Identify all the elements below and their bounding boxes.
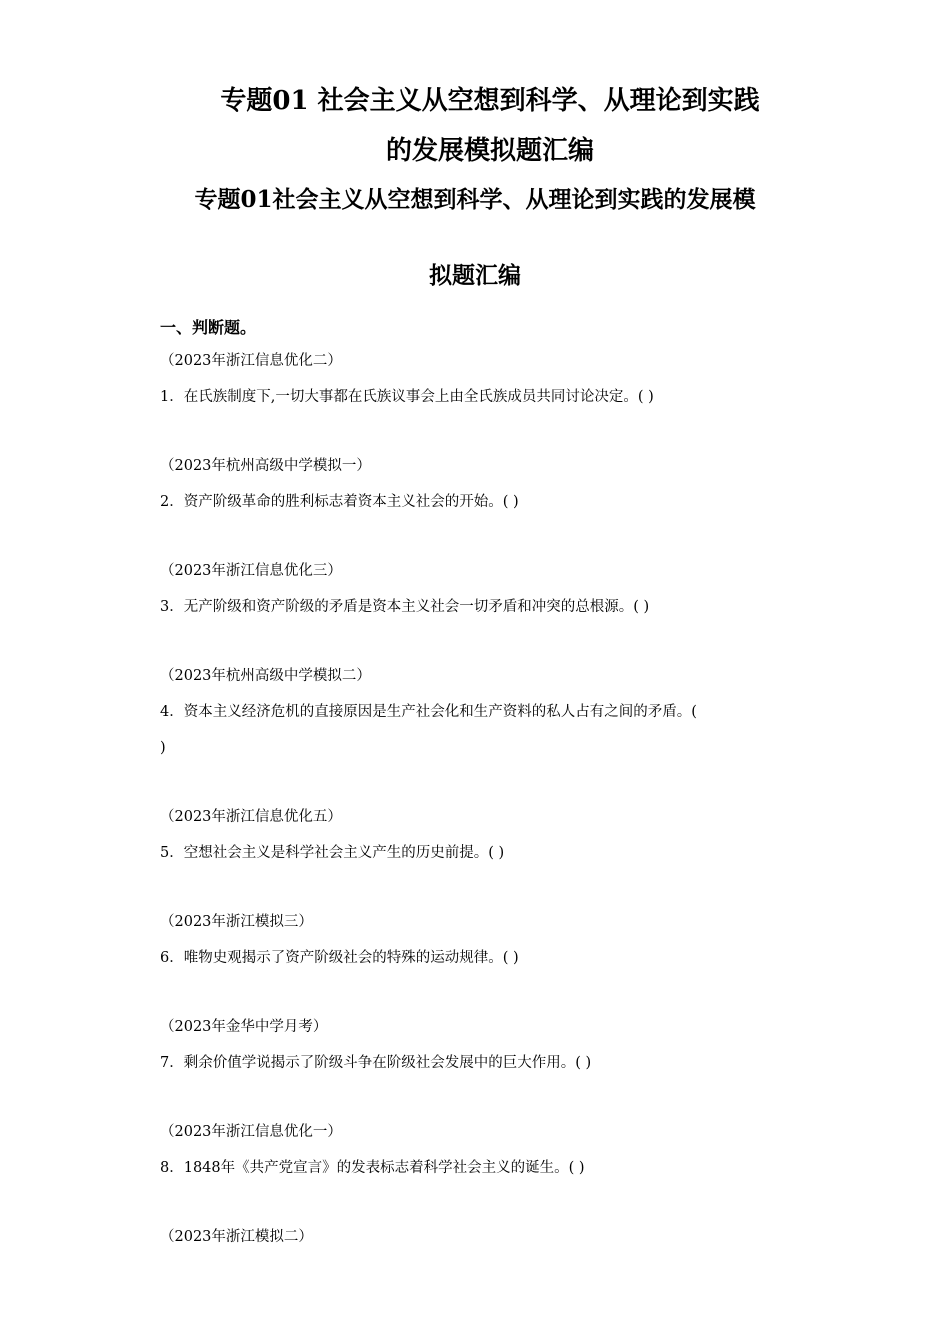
document-subtitle-line-2: 拟题汇编	[429, 262, 521, 289]
question-source: （2023年浙江模拟三）	[160, 914, 313, 930]
question-text: 2．资产阶级革命的胜利标志着资本主义社会的开始。( )	[160, 494, 519, 510]
section-heading: 一、判断题。	[160, 318, 257, 337]
document-title-line-2: 的发展模拟题汇编	[385, 136, 594, 166]
question-text-continuation: )	[160, 740, 166, 756]
question-text: 8．1848年《共产党宣言》的发表标志着科学社会主义的诞生。( )	[160, 1160, 585, 1176]
question-source: （2023年杭州高级中学模拟二）	[160, 668, 371, 684]
question-source: （2023年浙江信息优化二）	[160, 353, 342, 369]
question-source: （2023年浙江信息优化五）	[160, 809, 342, 825]
question-text: 4．资本主义经济危机的直接原因是生产社会化和生产资料的私人占有之间的矛盾。(	[160, 704, 697, 720]
question-text: 3．无产阶级和资产阶级的矛盾是资本主义社会一切矛盾和冲突的总根源。( )	[160, 599, 650, 615]
question-source: （2023年杭州高级中学模拟一）	[160, 458, 371, 474]
document-subtitle-line-1: 专题01社会主义从空想到科学、从理论到实践的发展模	[194, 186, 756, 213]
question-text: 7．剩余价值学说揭示了阶级斗争在阶级社会发展中的巨大作用。( )	[160, 1055, 592, 1071]
question-source: （2023年金华中学月考）	[160, 1019, 328, 1035]
question-source: （2023年浙江信息优化一）	[160, 1124, 342, 1140]
question-text: 1．在氏族制度下,一切大事都在氏族议事会上由全氏族成员共同讨论决定。( )	[160, 389, 654, 405]
question-text: 6．唯物史观揭示了资产阶级社会的特殊的运动规律。( )	[160, 950, 519, 966]
question-source: （2023年浙江信息优化三）	[160, 563, 342, 579]
question-source: （2023年浙江模拟二）	[160, 1229, 313, 1245]
document-title-line-1: 专题01 社会主义从空想到科学、从理论到实践	[220, 86, 760, 116]
question-text: 5．空想社会主义是科学社会主义产生的历史前提。( )	[160, 845, 505, 861]
